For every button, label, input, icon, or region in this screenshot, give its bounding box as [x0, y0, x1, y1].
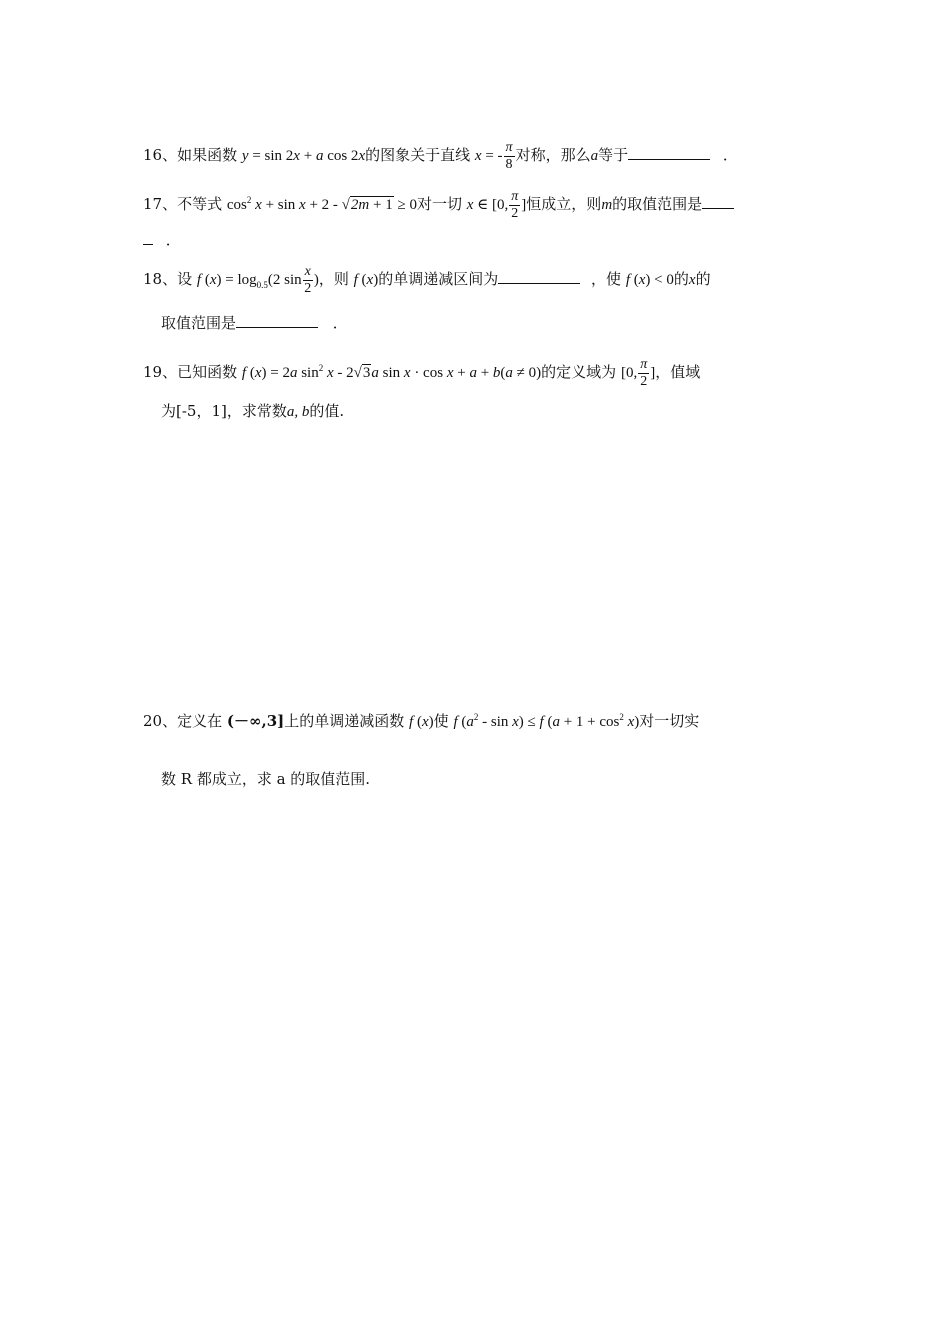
q19-formula: f (x) = 2a $\sin^2 x - 2√3a$ sin x · cos x + a + b(a ≠ 0): [241, 362, 542, 381]
q16-line-equation: x = - $\frac{\pi}{8}$: [474, 140, 513, 172]
q18-number: 18、: [143, 269, 178, 288]
q19-text-post: ，值域: [655, 362, 701, 381]
q18-condition: f (x) < 0: [625, 271, 674, 288]
question-18-cont: [161, 314, 348, 331]
q17-range: x ∈ [0, $\frac{\pi}{2}$ ]: [466, 189, 527, 221]
q18-fx: f (x): [353, 271, 379, 288]
q17-formula: $\cos^2 x + \sin x + 2 - √2m + 1 \ge 0$: [226, 194, 417, 213]
q20-text-pre: 定义在: [177, 712, 223, 730]
q16-text-mid: 的图象关于直线: [365, 145, 471, 164]
q19-text-pre: 已知函数: [177, 362, 238, 381]
q18-answer-blank-1: [498, 270, 580, 284]
q20-fx: f (x): [409, 714, 434, 730]
q16-text-tail: 等于: [598, 145, 629, 164]
q17-var: m: [601, 196, 613, 213]
q16-formula: y = sin 2x + a cos 2x: [241, 147, 366, 164]
question-17: [143, 189, 734, 222]
q20-text-mid: 上的单调递减函数: [284, 712, 405, 730]
question-18: [143, 264, 711, 297]
q16-var: a: [590, 147, 599, 164]
q18-var: x: [688, 271, 696, 288]
q19-vars: a, b: [286, 404, 310, 420]
q16-text-pre: 如果函数: [177, 145, 238, 164]
q19-text-mid: 的定义域为: [541, 362, 617, 381]
q17-answer-blank-part2: [143, 231, 153, 245]
question-19-cont: [161, 404, 344, 420]
q18-formula: f $(x) = \log_{0.5}(2$ sin $\frac{x}{2}$ ): [196, 264, 319, 296]
q18-text-tail2: 的: [695, 269, 711, 288]
q18-text-mid2: ，使: [591, 269, 622, 288]
question-20-cont: [161, 772, 370, 787]
q20-inequality: f $(a^2 - \sin x) \le f$ $(a + 1 + \cos^2 x)$: [453, 712, 640, 730]
q19-domain: [0, $\frac{\pi}{2}$ ]: [620, 357, 656, 389]
q18-text-tail: 的: [673, 269, 689, 288]
q16-answer-blank: [628, 146, 710, 160]
q16-end: ．: [722, 145, 738, 164]
q18-line2: 取值范围是: [161, 314, 237, 332]
question-17-cont: [143, 231, 181, 248]
q18-text-mid: ，则: [318, 269, 349, 288]
q16-text-post: 对称，那么: [515, 145, 591, 164]
q20-line2: 数 R 都成立，求 a 的取值范围.: [161, 770, 371, 788]
q20-text-post: 使: [433, 712, 449, 730]
q17-answer-blank-part1: [702, 195, 734, 209]
q18-answer-blank-2: [236, 314, 318, 328]
q20-text-tail: 对一切实: [639, 712, 700, 730]
q17-text-pre: 不等式: [177, 194, 223, 213]
q17-text-post: 恒成立，则: [526, 194, 602, 213]
q20-number: 20、: [143, 712, 178, 730]
question-20: [143, 713, 699, 730]
q18-text-pre: 设: [177, 269, 193, 288]
question-16: [143, 140, 738, 173]
q16-number: 16、: [143, 145, 178, 164]
q17-number: 17、: [143, 194, 178, 213]
q20-interval: (－∞,3]: [226, 712, 285, 730]
q18-text-post: 的单调递减区间为: [378, 269, 499, 288]
q17-text-mid: 对一切: [416, 194, 462, 213]
q17-end: ．: [165, 231, 181, 249]
q19-line2: 为[-5，1]，求常数: [161, 402, 287, 420]
q17-text-tail: 的取值范围是: [612, 194, 703, 213]
question-19: [143, 357, 700, 390]
q19-number: 19、: [143, 362, 178, 381]
q19-text-tail: 的值.: [309, 402, 345, 420]
q18-end: ．: [332, 314, 348, 332]
